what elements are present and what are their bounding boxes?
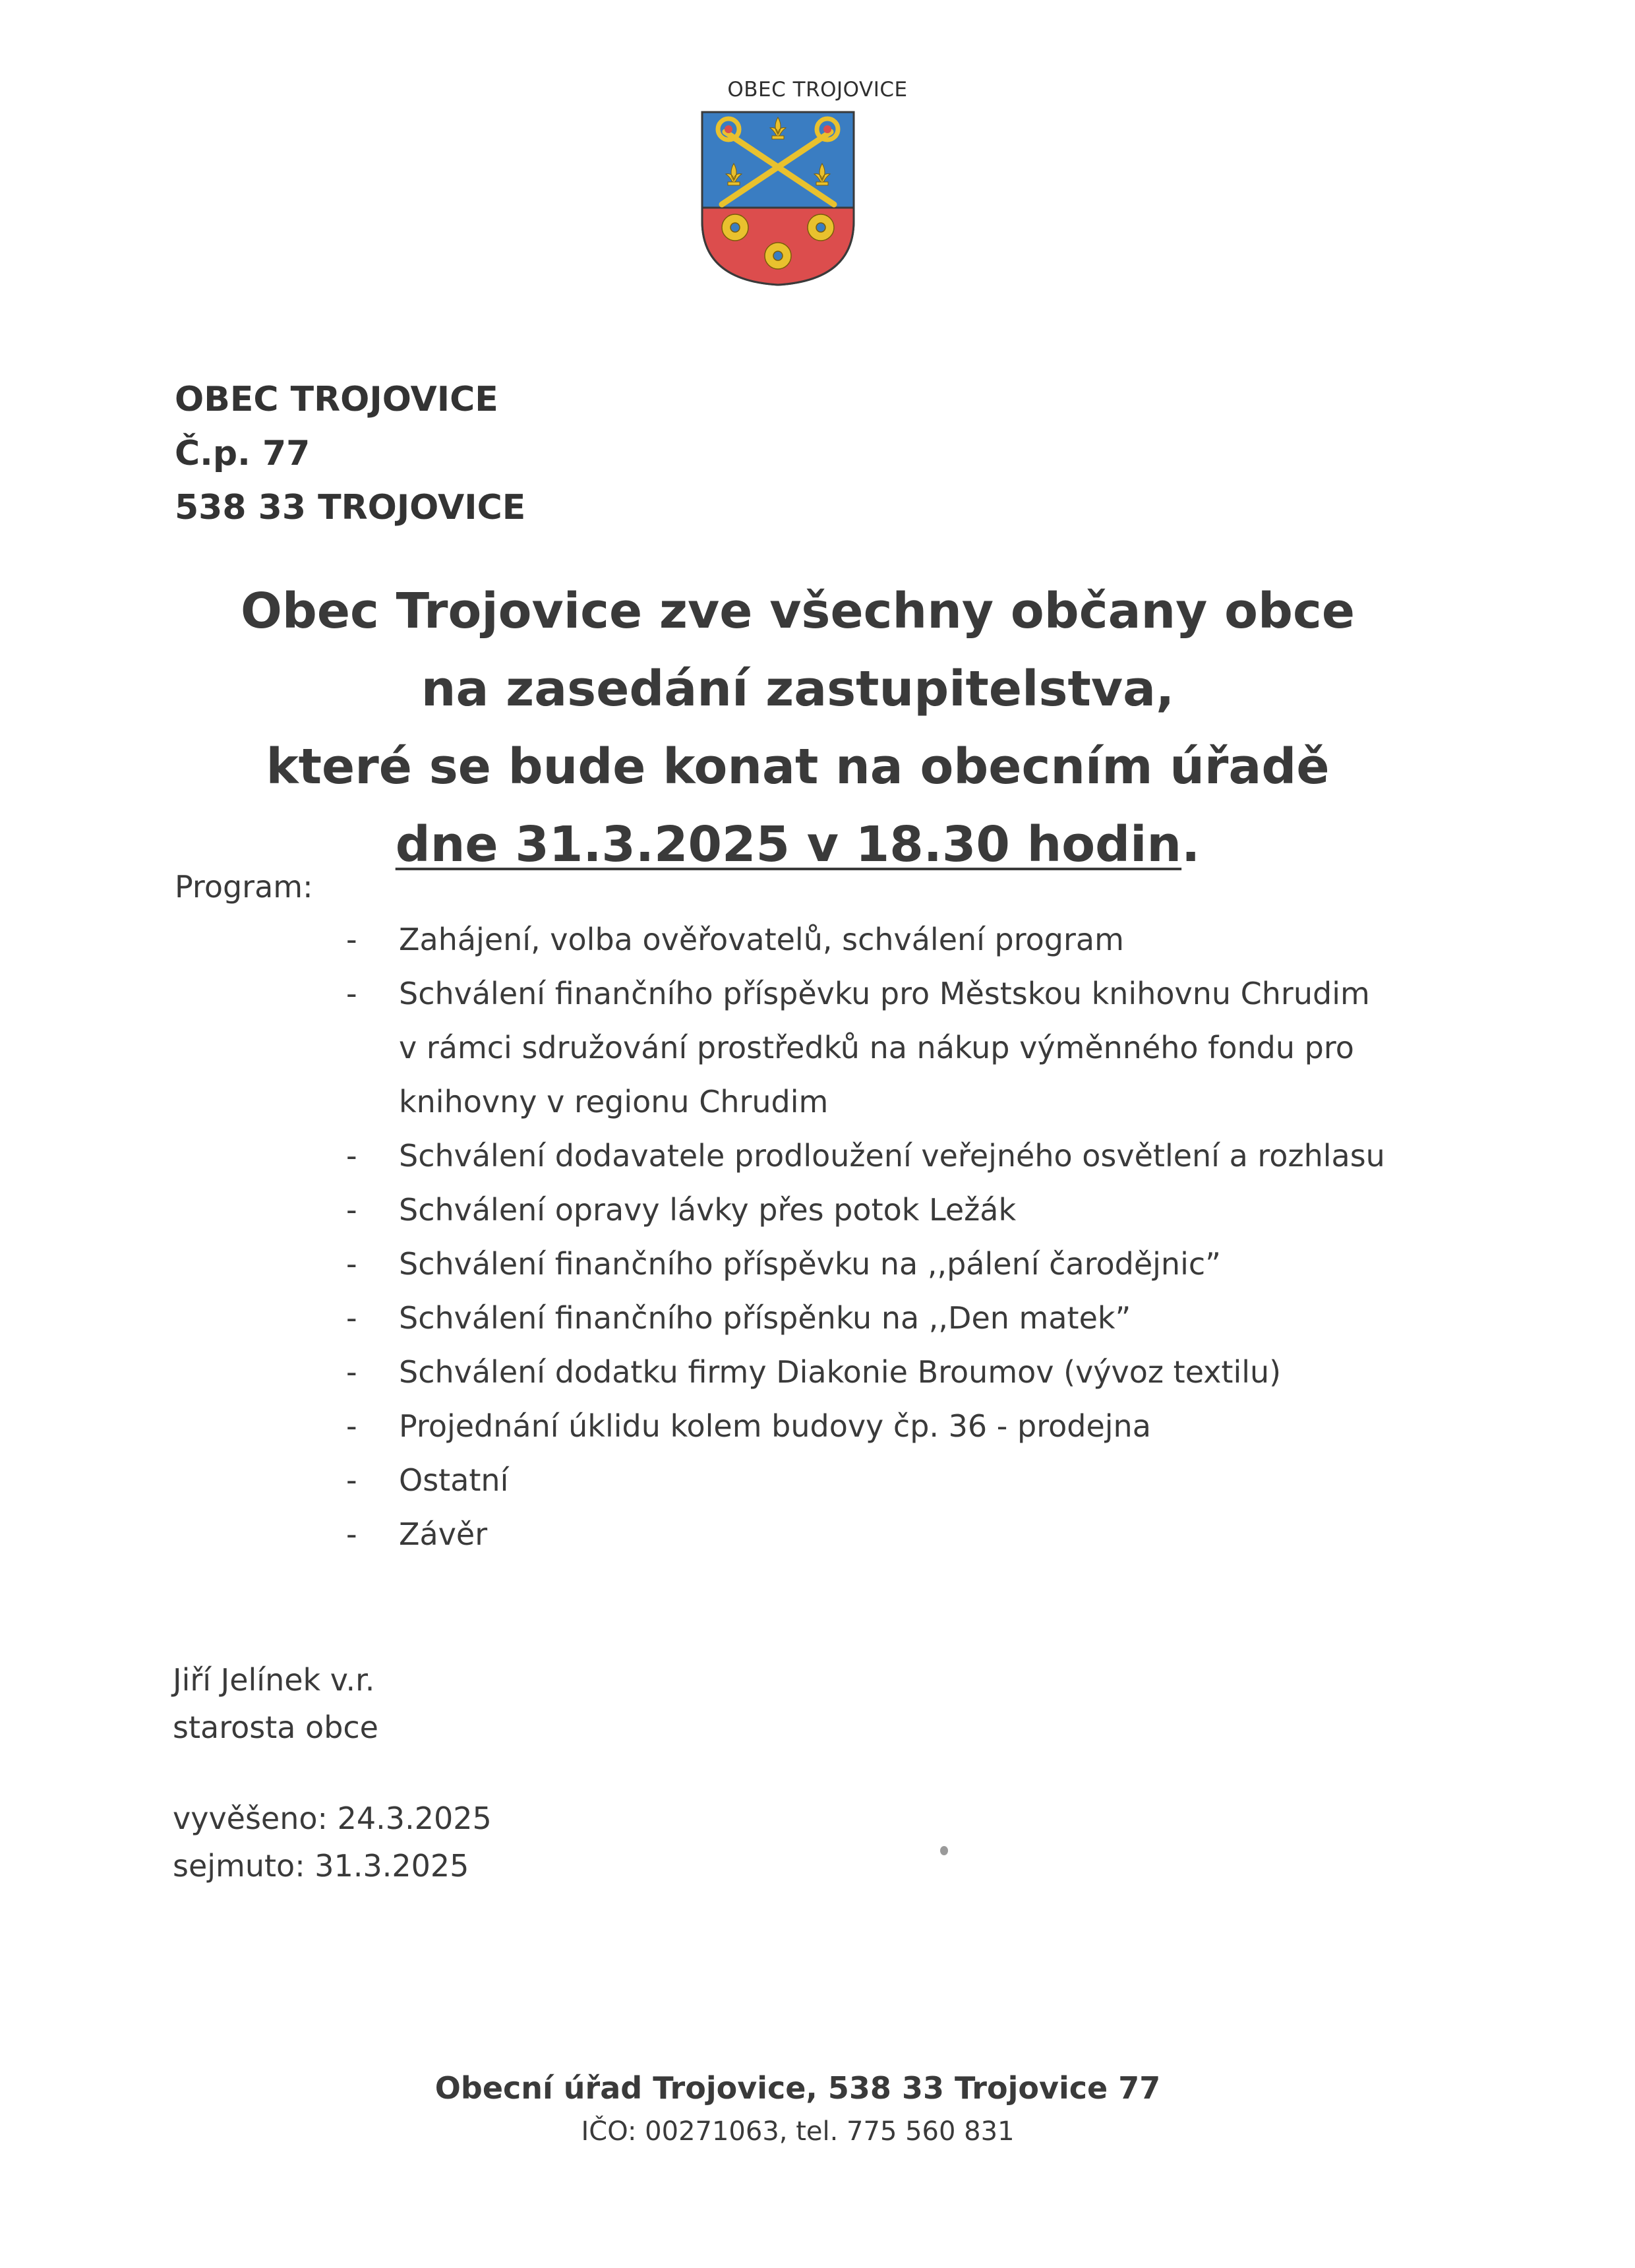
program-item <box>346 1345 1385 1399</box>
sender-name: OBEC TROJOVICE <box>175 380 498 419</box>
program-item-text: Schválení finančního příspěvku na ,,pálení čarodějnic” <box>399 1246 1221 1282</box>
posted-date: vyvěšeno: 24.3.2025 <box>173 1801 492 1836</box>
bullet-dash: - <box>346 1462 357 1498</box>
bullet-dash: - <box>346 976 357 1011</box>
scan-speck <box>940 1846 948 1855</box>
program-item <box>346 1129 1385 1183</box>
program-item-text: Ostatní <box>399 1462 509 1498</box>
program-item <box>346 1507 1385 1561</box>
sender-address <box>175 373 525 535</box>
headline-line-2: na zasedání zastupitelstva, <box>421 661 1175 717</box>
program-item-text: Závěr <box>399 1516 488 1552</box>
program-item <box>346 1399 1385 1453</box>
removed-date: sejmuto: 31.3.2025 <box>173 1848 469 1884</box>
program-item-text: Schválení dodavatele prodloužení veřejného osvětlení a rozhlasu <box>399 1138 1385 1174</box>
mayor-role: starosta obce <box>173 1710 378 1745</box>
bullet-dash: - <box>346 1192 357 1228</box>
bullet-dash: - <box>346 1516 357 1552</box>
footer-contact: IČO: 00271063, tel. 775 560 831 <box>581 2116 1015 2147</box>
headline-line-1: Obec Trojovice zve všechny občany obce <box>240 583 1355 640</box>
posting-dates <box>173 1795 492 1890</box>
program-item-text: Projednání úklidu kolem budovy čp. 36 - prodejna <box>399 1408 1151 1444</box>
sender-postal-city: 538 33 TROJOVICE <box>175 488 526 527</box>
bullet-dash: - <box>346 1354 357 1390</box>
bullet-dash: - <box>346 1138 357 1174</box>
program-item <box>346 1453 1385 1507</box>
program-item <box>346 1237 1385 1291</box>
program-item-text: Schválení dodatku firmy Diakonie Broumov (vývoz textilu) <box>399 1354 1282 1390</box>
program-item-text: Schválení finančního příspěnku na ,,Den matek” <box>399 1300 1131 1336</box>
invitation-headline <box>0 572 1595 883</box>
headline-line-3: které se bude konat na obecním úřadě <box>266 738 1330 795</box>
program-item-text: Schválení finančního příspěvku pro Městskou knihovnu Chrudim v rámci sdružování prostředků na nákup výměnného fondu pro knihovny v regionu Chrudim <box>399 976 1370 1119</box>
program-item <box>346 1183 1385 1237</box>
bullet-dash: - <box>346 1408 357 1444</box>
coat-of-arms-icon <box>696 105 860 290</box>
program-item <box>346 1291 1385 1345</box>
headline-period: . <box>1181 816 1201 873</box>
program-label: Program: <box>175 869 313 905</box>
meeting-date: dne 31.3.2025 v 18.30 hodin <box>395 816 1182 873</box>
crest-label: OBEC TROJOVICE <box>727 78 908 102</box>
signature-block <box>173 1656 378 1751</box>
mayor-name: Jiří Jelínek v.r. <box>173 1662 375 1698</box>
bullet-dash: - <box>346 1246 357 1282</box>
bullet-dash: - <box>346 1300 357 1336</box>
bullet-dash: - <box>346 922 357 957</box>
program-item <box>346 912 1385 967</box>
program-item-text: Zahájení, volba ověřovatelů, schválení program <box>399 922 1124 957</box>
footer-office-address: Obecní úřad Trojovice, 538 33 Trojovice 77 <box>434 2070 1161 2106</box>
program-item-text: Schválení opravy lávky přes potok Ležák <box>399 1192 1017 1228</box>
program-item <box>346 967 1385 1129</box>
sender-house-number: Č.p. 77 <box>175 434 311 473</box>
program-list <box>346 912 1385 1561</box>
